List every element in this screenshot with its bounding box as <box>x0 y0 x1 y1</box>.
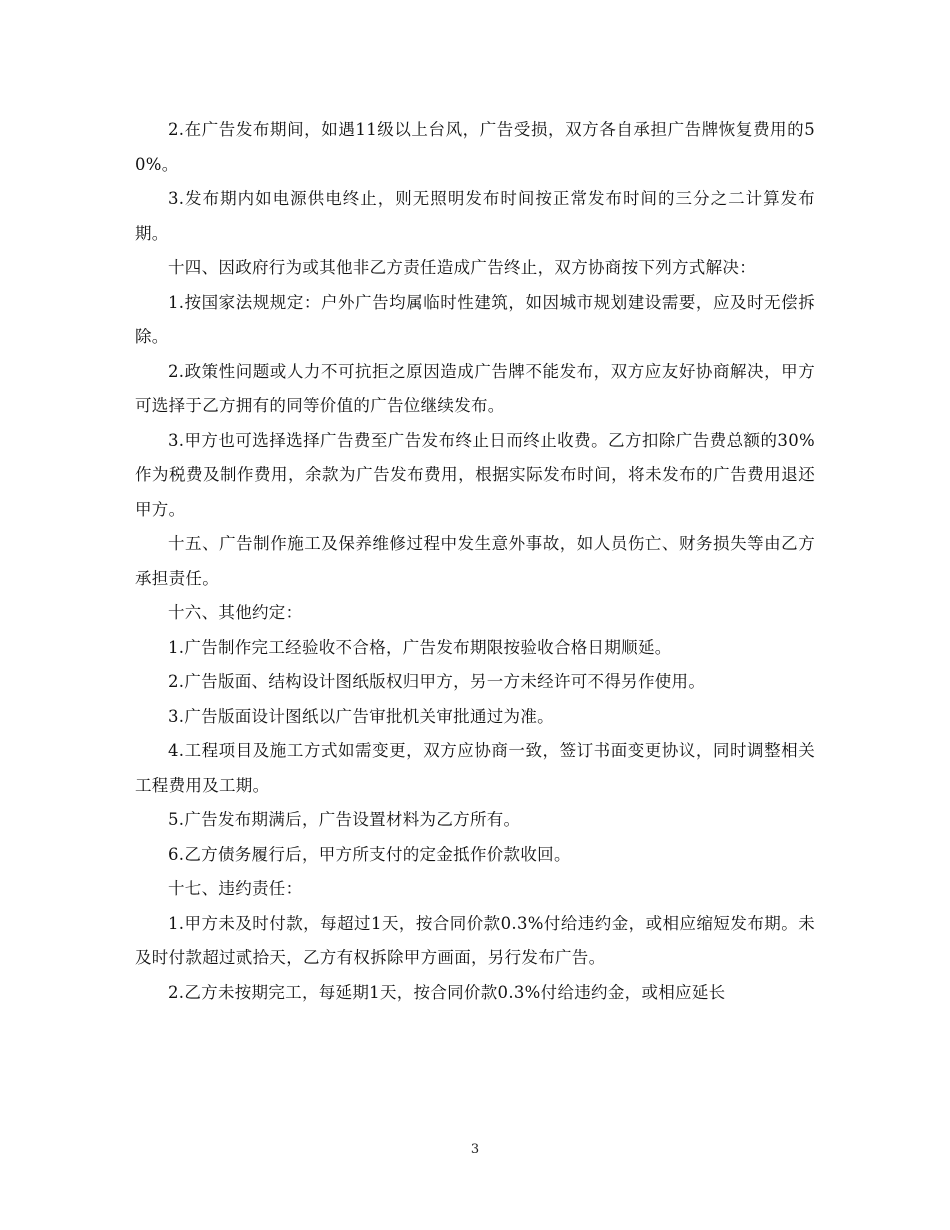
paragraph-15: 十七、违约责任： <box>168 879 303 898</box>
paragraph-2: 3.发布期内如电源供电终止，则无照明发布时间按正常发布时间的三分之二计算发布期。 <box>135 189 815 243</box>
paragraph-9: 1.广告制作完工经验收不合格，广告发布期限按验收合格日期顺延。 <box>168 637 672 657</box>
paragraph-11: 3.广告版面设计图纸以广告审批机关审批通过为准。 <box>168 706 554 726</box>
paragraph-7: 十五、广告制作施工及保养维修过程中发生意外事故，如人员伤亡、财务损失等由乙方承担责任。 <box>135 534 815 588</box>
paragraph-8: 十六、其他约定： <box>168 603 303 622</box>
paragraph-13: 5.广告发布期满后，广告设置材料为乙方所有。 <box>168 810 521 829</box>
paragraph-16: 1.甲方未及时付款，每超过1天，按合同价款0.3%付给违约金，或相应缩短发布期。未及时付款超过贰拾天，乙方有权拆除甲方画面，另行发布广告。 <box>135 913 815 967</box>
paragraph-14: 6.乙方债务履行后，甲方所支付的定金抵作价款收回。 <box>168 844 571 864</box>
paragraph-12: 4.工程项目及施工方式如需变更，双方应协商一致，签订书面变更协议，同时调整相关工程费用及工期。 <box>135 741 815 795</box>
document-body <box>135 113 815 1010</box>
paragraph-6: 3.甲方也可选择选择广告费至广告发布终止日而终止收费。乙方扣除广告费总额的30%作为税费及制作费用，余款为广告发布费用，根据实际发布时间，将未发布的广告费用退还甲方。 <box>135 430 815 519</box>
paragraph-17: 2.乙方未按期完工，每延期1天，按合同价款0.3%付给违约金，或相应延长 <box>168 982 726 1002</box>
paragraph-5: 2.政策性问题或人力不可抗拒之原因造成广告牌不能发布，双方应友好协商解决，甲方可选择于乙方拥有的同等价值的广告位继续发布。 <box>135 361 815 415</box>
paragraph-4: 1.按国家法规规定：户外广告均属临时性建筑，如因城市规划建设需要，应及时无偿拆除。 <box>135 292 815 346</box>
paragraph-1: 2.在广告发布期间，如遇11级以上台风，广告受损，双方各自承担广告牌恢复费用的50%。 <box>135 120 815 174</box>
page-number: 3 <box>470 1142 480 1157</box>
paragraph-10: 2.广告版面、结构设计图纸版权归甲方，另一方未经许可不得另作使用。 <box>168 672 706 691</box>
paragraph-3: 十四、因政府行为或其他非乙方责任造成广告终止，双方协商按下列方式解决： <box>168 258 756 277</box>
